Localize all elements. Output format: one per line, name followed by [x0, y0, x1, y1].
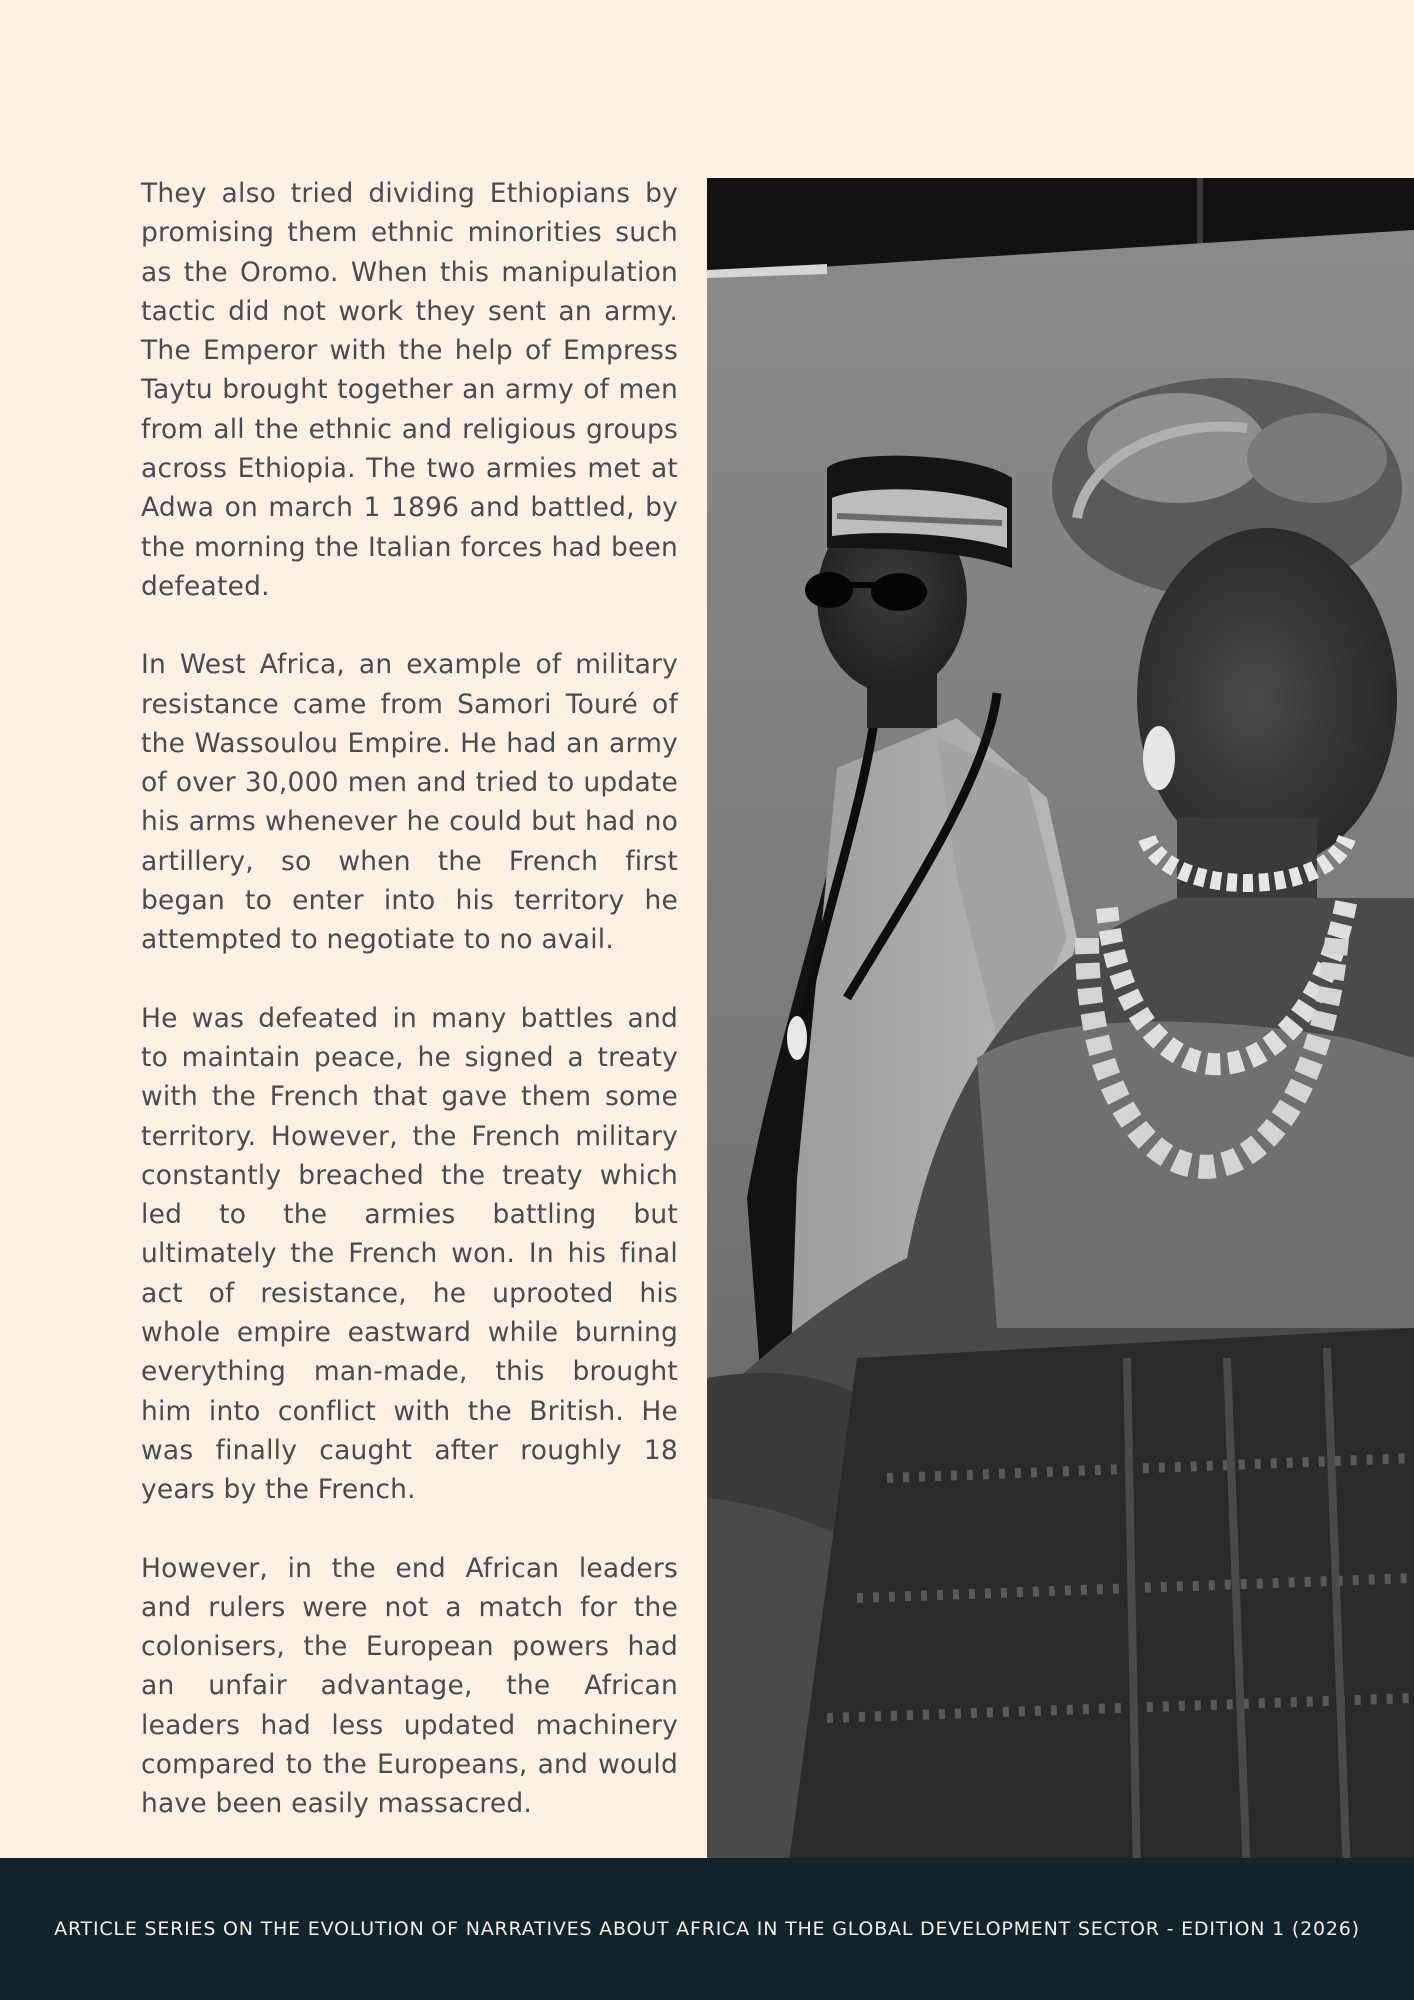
article-paragraph: However, in the end African leaders and rulers were not a match for the colonisers, the European powers had an unfair advantage, the African leaders had less updated machinery compared to the Europeans, and would have been easily massacred.	[141, 1552, 678, 1820]
article-body	[141, 174, 678, 1863]
page-footer	[0, 1858, 1414, 2000]
portrait-photo	[707, 178, 1414, 1877]
footer-text: ARTICLE SERIES ON THE EVOLUTION OF NARRATIVES ABOUT AFRICA IN THE GLOBAL DEVELOPMENT SECTOR - EDITION 1 (2026)	[54, 1918, 1360, 1940]
article-paragraph: In West Africa, an example of military resistance came from Samori Touré of the Wassoulou Empire. He had an army of over 30,000 men and tried to update his arms whenever he could but had no artillery, so when the French first began to enter into his territory he attempted to negotiate to no avail.	[141, 649, 678, 956]
article-paragraph: He was defeated in many battles and to maintain peace, he signed a treaty with the French that gave them some territory. However, the French military constantly breached the treaty which led to the armies battling but ultimately the French won. In his final act of resistance, he uprooted his whole empire eastward while burning everything man-made, this brought him into conflict with the British. He was finally caught after roughly 18 years by the French.	[141, 1002, 678, 1506]
article-paragraph: They also tried dividing Ethiopians by promising them ethnic minorities such as the Oromo. When this manipulation tactic did not work they sent an army. The Emperor with the help of Empress Taytu brought together an army of men from all the ethnic and religious groups across Ethiopia. The two armies met at Adwa on march 1 1896 and battled, by the morning the Italian forces had been defeated.	[141, 178, 678, 602]
